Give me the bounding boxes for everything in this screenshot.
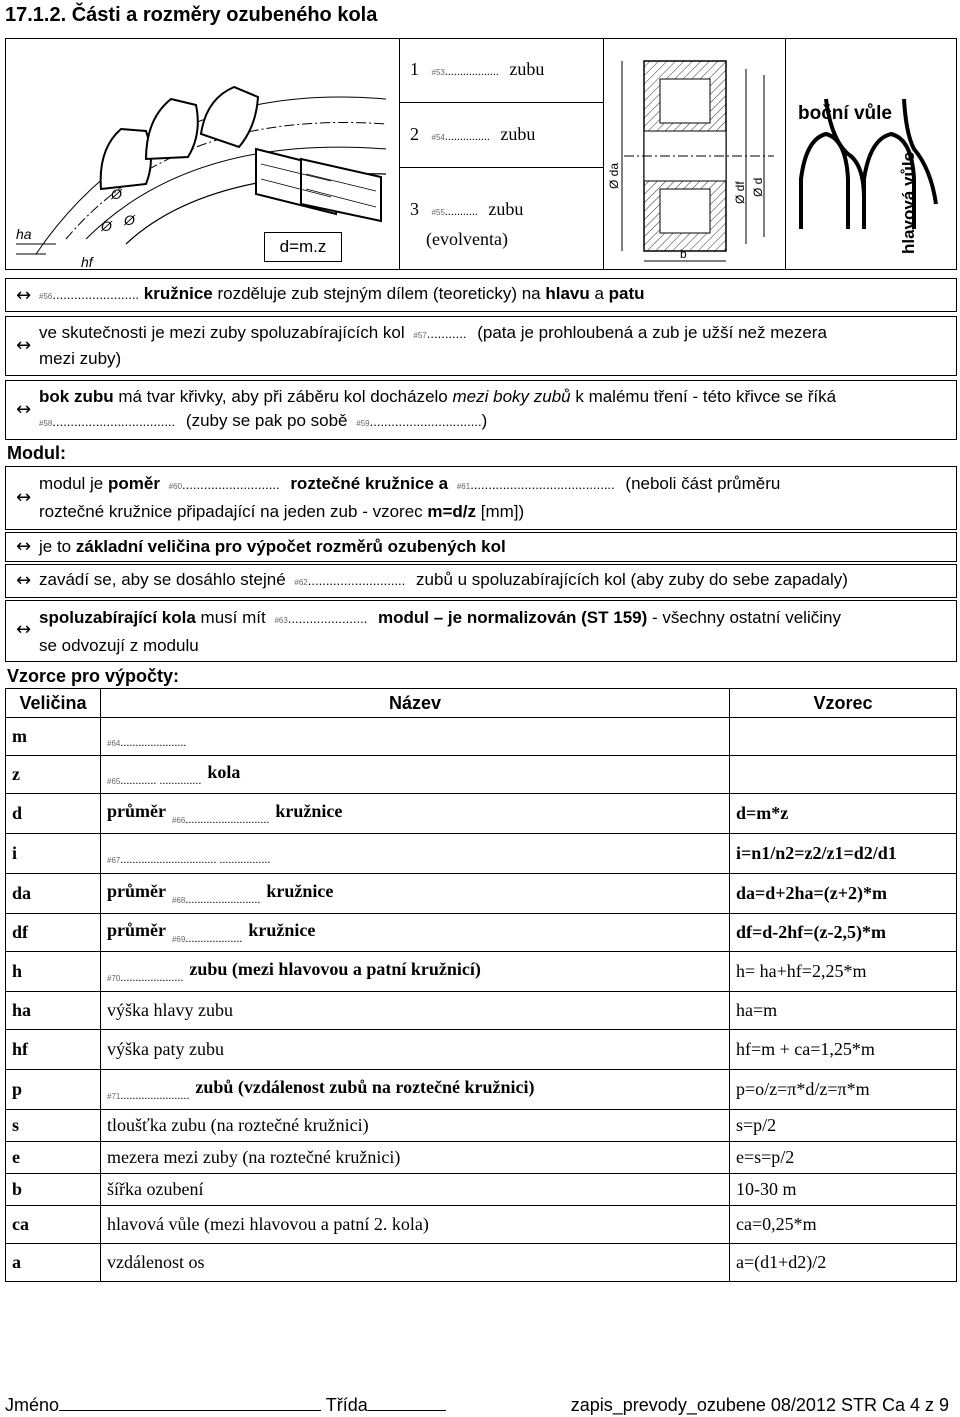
b-label: b: [680, 247, 687, 261]
cell-name: vzdálenost os: [101, 1244, 730, 1282]
class-line: [368, 1394, 446, 1411]
table-row: [6, 1070, 957, 1110]
cell-formula: ha=m: [730, 992, 957, 1030]
cell-symbol: da: [6, 874, 101, 914]
figure-item-3-note: (evolventa): [426, 229, 508, 249]
d-label: Ø d: [751, 177, 765, 197]
bocni-vule-label: boční vůle: [798, 103, 892, 124]
row-zavadi-se: ↔ zavádí se, aby se dosáhlo stejné #62........................... zubů u spoluzabírajících kol (aby zuby do sebe zapadaly): [5, 564, 957, 598]
cell-formula: d=m*z: [730, 794, 957, 834]
cell-symbol: d: [6, 794, 101, 834]
table-row: [6, 1244, 957, 1282]
cell-formula: da=d+2ha=(z+2)*m: [730, 874, 957, 914]
header-nazev: Název: [101, 689, 730, 718]
cell-formula: a=(d1+d2)/2: [730, 1244, 957, 1282]
cell-symbol: i: [6, 834, 101, 874]
page-title: 17.1.2. Části a rozměry ozubeného kola: [5, 4, 378, 26]
table-row: [6, 992, 957, 1030]
table-row: [6, 1174, 957, 1206]
cell-formula: [730, 756, 957, 794]
diameter-label-3: Ø: [124, 212, 135, 228]
cell-name: $_{\#71.......................}$ zubů (vzdálenost zubů na roztečné kružnici): [101, 1070, 730, 1110]
cell-name: mezera mezi zuby (na roztečné kružnici): [101, 1142, 730, 1174]
double-arrow-icon: ↔: [16, 285, 32, 306]
table-row: [6, 914, 957, 952]
section-vzorce: Vzorce pro výpočty:: [7, 666, 180, 686]
cell-name: průměr $_{\#68.........................}$ kružnice: [101, 874, 730, 914]
figure-panel: [5, 38, 957, 270]
cell-formula: p=o/z=π*d/z=π*m: [730, 1070, 957, 1110]
name-line: [59, 1394, 321, 1411]
cell-symbol: hf: [6, 1030, 101, 1070]
table-row: [6, 1030, 957, 1070]
hlavova-vule-label: hlavová vůle: [899, 151, 918, 254]
cell-formula: e=s=p/2: [730, 1142, 957, 1174]
double-arrow-icon: ↔: [16, 487, 32, 508]
da-label: Ø da: [607, 162, 621, 189]
section-modul: Modul:: [7, 443, 66, 463]
cell-symbol: h: [6, 952, 101, 992]
table-row: [6, 756, 957, 794]
header-velicina: Veličina: [6, 689, 101, 718]
cell-symbol: e: [6, 1142, 101, 1174]
cell-name: šířka ozubení: [101, 1174, 730, 1206]
table-row: [6, 1206, 957, 1244]
cell-symbol: ha: [6, 992, 101, 1030]
cell-name: tloušťka zubu (na roztečné kružnici): [101, 1110, 730, 1142]
cell-formula: i=n1/n2=z2/z1=d2/d1: [730, 834, 957, 874]
table-header-row: [6, 689, 957, 718]
footer-doc-info: zapis_prevody_ozubene 08/2012 STR Ca 4 z 9: [570, 1395, 949, 1415]
cell-name: #64......................: [101, 718, 730, 756]
ha-label: ha: [16, 226, 32, 242]
table-row: [6, 794, 957, 834]
cell-name: #67................................ .................: [101, 834, 730, 874]
double-arrow-icon: ↔: [16, 619, 32, 640]
row-bok-zubu: ↔ bok zubu má tvar křivky, aby při záběru kol docházelo mezi boky zubů k malému tření - této křivce se říká #58.................................. (zuby se pak po sobě #59...............................): [5, 380, 957, 440]
footer-name-label: Jméno: [5, 1395, 60, 1415]
figure-item-2: 2 #54............... zubu: [410, 124, 536, 144]
row-zakladni-velicina: ↔ je to základní veličina pro výpočet rozměrů ozubených kol: [5, 532, 957, 562]
cell-name: průměr $_{\#69...................}$ kružnice: [101, 914, 730, 952]
row-spoluzabirajici: ↔ spoluzabírající kola musí mít #63...................... modul – je normalizován (ST 159) - všechny ostatní veličiny se odvozují z modulu: [5, 600, 957, 662]
cell-symbol: a: [6, 1244, 101, 1282]
cell-formula: 10-30 m: [730, 1174, 957, 1206]
cell-symbol: m: [6, 718, 101, 756]
formula-table: [5, 688, 957, 1282]
cell-symbol: b: [6, 1174, 101, 1206]
cell-formula: [730, 718, 957, 756]
footer: [5, 1394, 957, 1416]
table-row: [6, 834, 957, 874]
row-skutecnost: ↔ ve skutečnosti je mezi zuby spoluzabírajících kol #57........... (pata je prohloubená a zub je užší než mezera mezi zuby): [5, 316, 957, 376]
diameter-label-2: Ø: [111, 186, 122, 202]
cell-name: $_{\#65............ ..............}$ kola: [101, 756, 730, 794]
table-row: [6, 874, 957, 914]
cell-name: $_{\#70.....................}$ zubu (mezi hlavovou a patní kružnicí): [101, 952, 730, 992]
cell-symbol: ca: [6, 1206, 101, 1244]
cell-formula: s=p/2: [730, 1110, 957, 1142]
cell-formula: df=d-2hf=(z-2,5)*m: [730, 914, 957, 952]
cell-formula: h= ha+hf=2,25*m: [730, 952, 957, 992]
cell-formula: ca=0,25*m: [730, 1206, 957, 1244]
figure-item-3: 3 #55........... zubu: [410, 199, 524, 219]
double-arrow-icon: ↔: [16, 570, 32, 591]
gear-formula-label: d=m.z: [264, 232, 342, 262]
double-arrow-icon: ↔: [16, 536, 32, 557]
table-row: [6, 952, 957, 992]
cell-name: průměr $_{\#66............................}$ kružnice: [101, 794, 730, 834]
cell-formula: hf=m + ca=1,25*m: [730, 1030, 957, 1070]
cell-symbol: p: [6, 1070, 101, 1110]
hf-label: hf: [81, 254, 93, 269]
clearance-drawing: [786, 39, 956, 269]
cell-name: výška hlavy zubu: [101, 992, 730, 1030]
cell-symbol: z: [6, 756, 101, 794]
table-row: [6, 1110, 957, 1142]
footer-class-label: Třída: [325, 1395, 368, 1415]
row-modul-pomer: ↔ modul je poměr #60........................... roztečné kružnice a #61........................................ (neboli část průměru roztečné kružnice připadající na jeden zub - vzorec m=d/z [mm]): [5, 466, 957, 530]
double-arrow-icon: ↔: [16, 399, 32, 420]
header-vzorec: Vzorec: [730, 689, 957, 718]
cell-name: výška paty zubu: [101, 1030, 730, 1070]
table-row: [6, 1142, 957, 1174]
diameter-label-1: Ø: [101, 218, 112, 234]
cell-symbol: s: [6, 1110, 101, 1142]
df-label: Ø df: [733, 181, 747, 204]
gear-cross-section: [604, 39, 784, 269]
figure-item-1: 1 #53.................. zubu: [410, 59, 545, 79]
double-arrow-icon: ↔: [16, 335, 32, 356]
cell-symbol: df: [6, 914, 101, 952]
cell-name: hlavová vůle (mezi hlavovou a patní 2. kola): [101, 1206, 730, 1244]
row-kruznice: ↔ #56........................ kružnice rozděluje zub stejným dílem (teoreticky) na hlavu a patu: [5, 278, 957, 312]
table-row: [6, 718, 957, 756]
